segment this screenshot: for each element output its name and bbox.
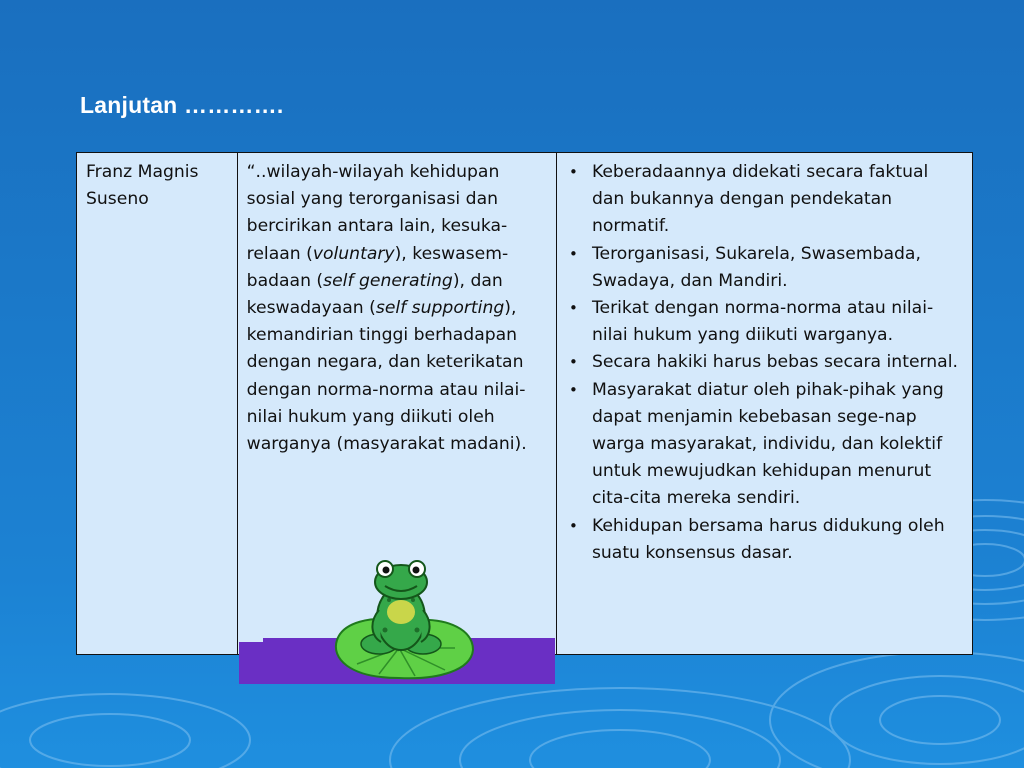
definition-term-self-generating: self generating [323,270,453,291]
definition-segment: ), dan keswadayaan ( [246,270,503,319]
frog-on-lilypad-icon [239,560,555,684]
author-name: Franz Magnis Suseno [86,162,199,210]
definition-term-voluntary: voluntary [312,243,395,264]
list-item-text: Terorganisasi, Sukarela, Swasembada, Swadaya, dan Mandiri. [591,243,921,291]
definition-segment: ), keswasem-badaan ( [246,243,509,291]
list-item [567,513,966,567]
list-item-text: Masyarakat diatur oleh pihak-pihak yang dapat menjamin kebebasan sege-nap warga masyarakat, individu, dan kolektif untuk mewujudkan kehidupan menurut cita-cita mereka sendiri. [591,379,944,509]
list-item-text: Terikat dengan norma-norma atau nilai-nilai hukum yang diikuti warganya. [591,298,934,346]
slide-title: Lanjutan …………. [80,92,284,118]
table-cell-characteristics [557,153,972,654]
list-item [567,377,966,513]
bullet-icon: • [568,163,578,181]
bullet-icon: • [568,353,578,372]
bullet-icon: • [568,244,578,263]
bullet-icon: • [568,516,578,535]
list-item [567,295,966,349]
definition-segment: ), kemandirian tinggi berhadapan dengan negara, dan keterikatan dengan norma-norma atau nilai-nilai hukum yang diikuti oleh warganya (masyarakat madani). [246,298,527,455]
bullet-icon: • [568,380,578,399]
definition-segment: “..wilayah-wilayah kehidupan sosial yang terorganisasi dan bercirikan antara lain, kesuka-relaan ( [246,162,508,264]
characteristics-list [567,159,966,567]
definition-text [247,162,527,454]
list-item [567,349,966,376]
list-item-text: Keberadaannya didekati secara faktual dan bukannya dengan pendekatan normatif. [591,162,929,237]
list-item-text: Kehidupan bersama harus didukung oleh suatu konsensus dasar. [591,515,945,563]
table-cell-author [77,153,238,654]
list-item-text: Secara hakiki harus bebas secara internal. [591,352,958,373]
definition-term-self-supporting: self supporting [375,298,505,319]
bullet-icon: • [568,299,578,318]
list-item [567,241,966,295]
list-item [567,159,966,241]
